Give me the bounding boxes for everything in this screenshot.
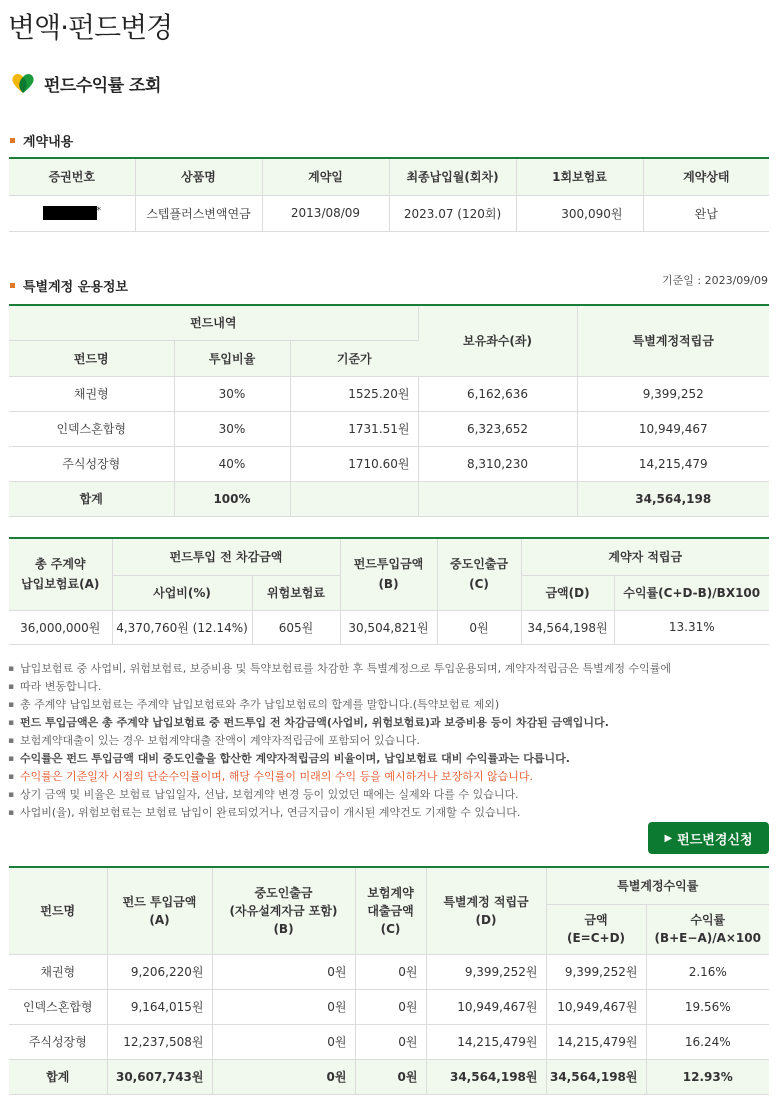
note-item: ▪ 보험계약대출이 있는 경우 보험계약대출 잔액이 계약자적립금에 포함되어 있습니다. — [8, 732, 770, 750]
status-cell: 완납 — [643, 195, 769, 231]
header-reserve: 특별계정적립금 — [577, 305, 769, 376]
header-ratio: 투입비율 — [174, 340, 290, 376]
product-cell: 스텝플러스변액연금 — [135, 195, 262, 231]
header-invested: 펀드 투입금액 (A) — [107, 867, 212, 954]
table-row: 채권형 9,206,220원 0원 0원 9,399,252원 9,399,252원 2.16% — [9, 954, 769, 989]
header-base-price: 기준가 — [290, 340, 418, 376]
fund-change-request-button[interactable]: ▶ 펀드변경신청 — [648, 822, 769, 854]
contract-table — [9, 157, 769, 232]
note-item: ▪ 상기 금액 및 비율은 보험료 납입일자, 선납, 보험계약 변경 등이 있었던 때에는 실제와 다를 수 있습니다. — [8, 786, 770, 804]
header-fund-name: 펀드명 — [9, 867, 107, 954]
header-reserve: 특별계정 적립금 (D) — [426, 867, 546, 954]
table-row: 인덱스혼합형 30% 1731.51원 6,323,652 10,949,467 — [9, 411, 769, 446]
contract-date-cell: 2013/08/09 — [262, 195, 389, 231]
page-title: 변액·펀드변경 — [8, 11, 173, 44]
total-row: 합계 30,607,743원 0원 0원 34,564,198원 34,564,198원 12.93% — [9, 1059, 769, 1094]
header-premium: 1회보험료 — [516, 158, 643, 195]
sub-title: 펀드수익률 조회 — [44, 75, 161, 96]
header-invested: 펀드투입금액 (B) — [340, 538, 437, 610]
base-date: 기준일 : 2023/09/09 — [662, 274, 768, 287]
header-amount: 금액 (E=C+D) — [546, 904, 646, 954]
bullet-icon — [10, 138, 15, 143]
header-risk-premium: 위험보험료 — [252, 575, 340, 610]
total-row: 합계 100% 34,564,198 — [9, 481, 769, 516]
header-fund-name: 펀드명 — [9, 340, 174, 376]
header-status: 계약상태 — [643, 158, 769, 195]
note-item: ▪ 총 주계약 납입보험료는 주계약 납입보험료와 추가 납입보험료의 합계를 말합니다.(특약보험료 제외) — [8, 696, 770, 714]
header-business-cost: 사업비(%) — [112, 575, 252, 610]
bullet-icon — [10, 283, 15, 288]
table-row: 채권형 30% 1525.20원 6,162,636 9,399,252 — [9, 376, 769, 411]
table-row: 주식성장형 40% 1710.60원 8,310,230 14,215,479 — [9, 446, 769, 481]
fund-detail-table — [9, 866, 769, 1095]
header-last-payment: 최종납입월(회차) — [389, 158, 516, 195]
note-item-warning: ▪ 수익률은 기준일자 시점의 단순수익률이며, 해당 수익률이 미래의 수익 등을 예시하거나 보장하지 않습니다. — [8, 768, 770, 786]
header-contractor-group: 계약자 적립금 — [521, 538, 769, 575]
last-payment-cell: 2023.07 (120회) — [389, 195, 516, 231]
special-account-section-title: 특별계정 운용정보 — [10, 276, 128, 295]
note-item: ▪ 수익률은 펀드 투입금액 대비 중도인출을 합산한 계약자적립금의 비율이며, 납입보험료 대비 수익률과는 다릅니다. — [8, 750, 770, 768]
note-item: ▪ 납입보험료 중 사업비, 위험보험료, 보증비용 및 특약보험료를 차감한 후 특별계정으로 투입운용되며, 계약자적립금은 특별계정 수익률에 — [8, 660, 770, 678]
header-yield: 수익률(C+D-B)/BX100 — [614, 575, 769, 610]
policy-number-cell: * — [9, 195, 135, 231]
contract-section-title: 계약내용 — [10, 131, 73, 150]
notes-list — [8, 660, 770, 822]
header-units: 보유좌수(좌) — [418, 305, 577, 376]
summary-table — [9, 537, 769, 645]
header-deduction-group: 펀드투입 전 차감금액 — [112, 538, 340, 575]
header-withdrawal: 중도인출금 (C) — [437, 538, 521, 610]
play-triangle-icon: ▶ — [664, 832, 673, 844]
masked-policy-number — [43, 206, 97, 220]
note-item: ▪ 사업비(율), 위험보험료는 보험료 납입이 완료되었거나, 연금지급이 개시된 계약건도 기재할 수 있습니다. — [8, 804, 770, 822]
header-fund-details: 펀드내역 — [9, 305, 418, 340]
header-withdrawal: 중도인출금 (자유설계자금 포함) (B) — [212, 867, 355, 954]
header-amount: 금액(D) — [521, 575, 614, 610]
special-account-table — [9, 304, 769, 517]
header-yield-group: 특별계정수익률 — [546, 867, 769, 904]
sub-header — [10, 68, 161, 98]
table-row: 인덱스혼합형 9,164,015원 0원 0원 10,949,467원 10,949,467원 19.56% — [9, 989, 769, 1024]
header-product: 상품명 — [135, 158, 262, 195]
header-total-premium: 총 주계약 납입보험료(A) — [9, 538, 112, 610]
table-row: 36,000,000원 4,370,760원 (12.14%) 605원 30,504,821원 0원 34,564,198원 13.31% — [9, 610, 769, 644]
table-row: 주식성장형 12,237,508원 0원 0원 14,215,479원 14,215,479원 16.24% — [9, 1024, 769, 1059]
note-item-continued: ▪ 따라 변동합니다. — [8, 678, 770, 696]
heart-logo-icon — [10, 71, 36, 95]
header-policy-number: 증권번호 — [9, 158, 135, 195]
header-yield: 수익률 (B+E−A)/A×100 — [646, 904, 769, 954]
note-item: ▪ 펀드 투입금액은 총 주계약 납입보험료 중 펀드투입 전 차감금액(사업비, 위험보험료)과 보증비용 등이 차감된 금액입니다. — [8, 714, 770, 732]
header-contract-date: 계약일 — [262, 158, 389, 195]
premium-cell: 300,090원 — [516, 195, 643, 231]
header-loan: 보험계약 대출금액 (C) — [355, 867, 426, 954]
